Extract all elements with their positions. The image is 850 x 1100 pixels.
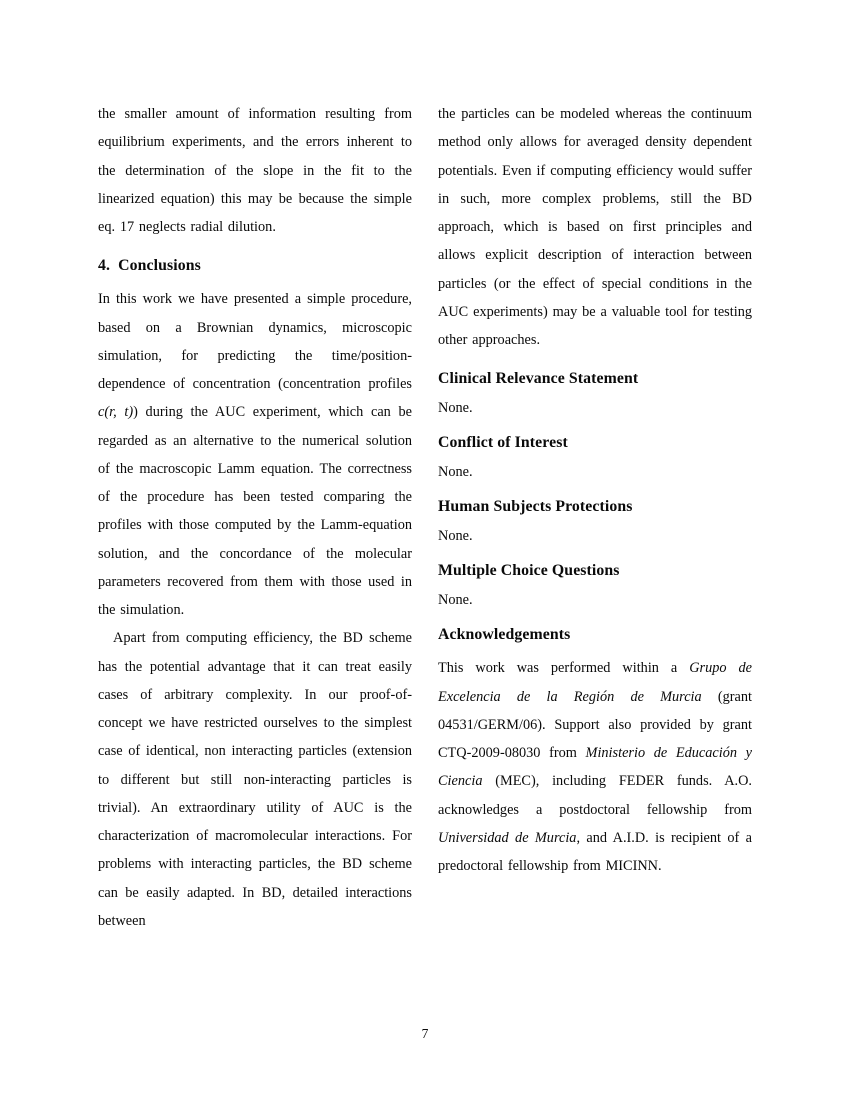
conclusions-paragraph <box>98 285 412 624</box>
italic-universidad-murcia: Universidad de Murcia <box>438 829 577 846</box>
conflict-of-interest-body: None. <box>438 464 473 481</box>
conflict-of-interest-heading: Conflict of Interest <box>438 434 568 452</box>
multiple-choice-heading: Multiple Choice Questions <box>438 562 620 580</box>
statement-human-subjects <box>438 496 752 546</box>
acknowledgements-heading: Acknowledgements <box>438 626 571 644</box>
statement-conflict-of-interest <box>438 432 752 482</box>
human-subjects-heading: Human Subjects Protections <box>438 498 633 516</box>
statement-multiple-choice <box>438 560 752 610</box>
bd-scheme-paragraph: Apart from computing efficiency, the BD scheme has the potential advantage that it can treat easily cases of arbitrary complexity. In our proof-of-concept we have restricted ourselves to the simplest case of identical, non interacting particles (extension to different but still non-interacting particles is trivial). An extraordinary utility of AUC is the characterization of macromolecular interactions. For problems with interacting particles, the BD scheme can be easily adapted. In BD, detailed interactions between <box>98 630 412 929</box>
paragraph-bd-approach-continuation: the particles can be modeled whereas the continuum method only allows for averaged density dependent potentials. Even if computing efficiency would suffer in such, more complex problems, still the BD approach, which is based on first principles and allows explicit description of interaction between particles (or the effect of special conditions in the AUC experiments) may be a valuable tool for testing other approaches. <box>438 106 752 348</box>
human-subjects-body: None. <box>438 528 473 545</box>
text-segment: (grant 04531/GERM/06). Support also provided by grant CTQ-2009-08030 from <box>438 688 752 761</box>
italic-grupo-excelencia: Grupo de Excelencia de la Región de Murcia <box>438 660 752 705</box>
clinical-relevance-body: None. <box>438 400 473 417</box>
text-segment: This work was performed within a <box>438 660 690 677</box>
left-column <box>98 100 412 935</box>
italic-concentration-profile-symbol: c(r, t) <box>98 404 134 421</box>
acknowledgements-paragraph <box>438 654 752 880</box>
paragraph-radial-dilution: the smaller amount of information resulting from equilibrium experiments, and the errors inherent to the determination of the slope in the fit to the linearized equation) this may be because the simple eq. 17 neglects radial dilution. <box>98 106 412 235</box>
clinical-relevance-heading: Clinical Relevance Statement <box>438 370 639 388</box>
page-number: 7 <box>421 1026 429 1041</box>
text-segment: (MEC), including FEDER funds. A.O. acknowledges a postdoctoral fellowship from <box>438 773 752 818</box>
right-column <box>438 100 752 880</box>
conclusions-heading: 4. Conclusions <box>98 257 201 275</box>
text-segment: ) during the AUC experiment, which can be regarded as an alternative to the numerical solution of the macroscopic Lamm equation. The correctness of the procedure has been tested comparing the profiles with those computed by the Lamm-equation solution, and the concordance of the molecular parameters recovered from them with those used in the simulation. <box>98 404 413 618</box>
text-segment: , and A.I.D. is recipient of a predoctoral fellowship from MICINN. <box>438 829 752 874</box>
text-segment: In this work we have presented a simple procedure, based on a Brownian dynamics, microscopic simulation, for predicting the time/position-dependence of concentration (concentration profiles <box>98 291 412 392</box>
italic-ministerio-educacion: Ministerio de Educación y Ciencia <box>438 745 752 790</box>
multiple-choice-body: None. <box>438 592 473 609</box>
statement-clinical-relevance <box>438 368 752 418</box>
